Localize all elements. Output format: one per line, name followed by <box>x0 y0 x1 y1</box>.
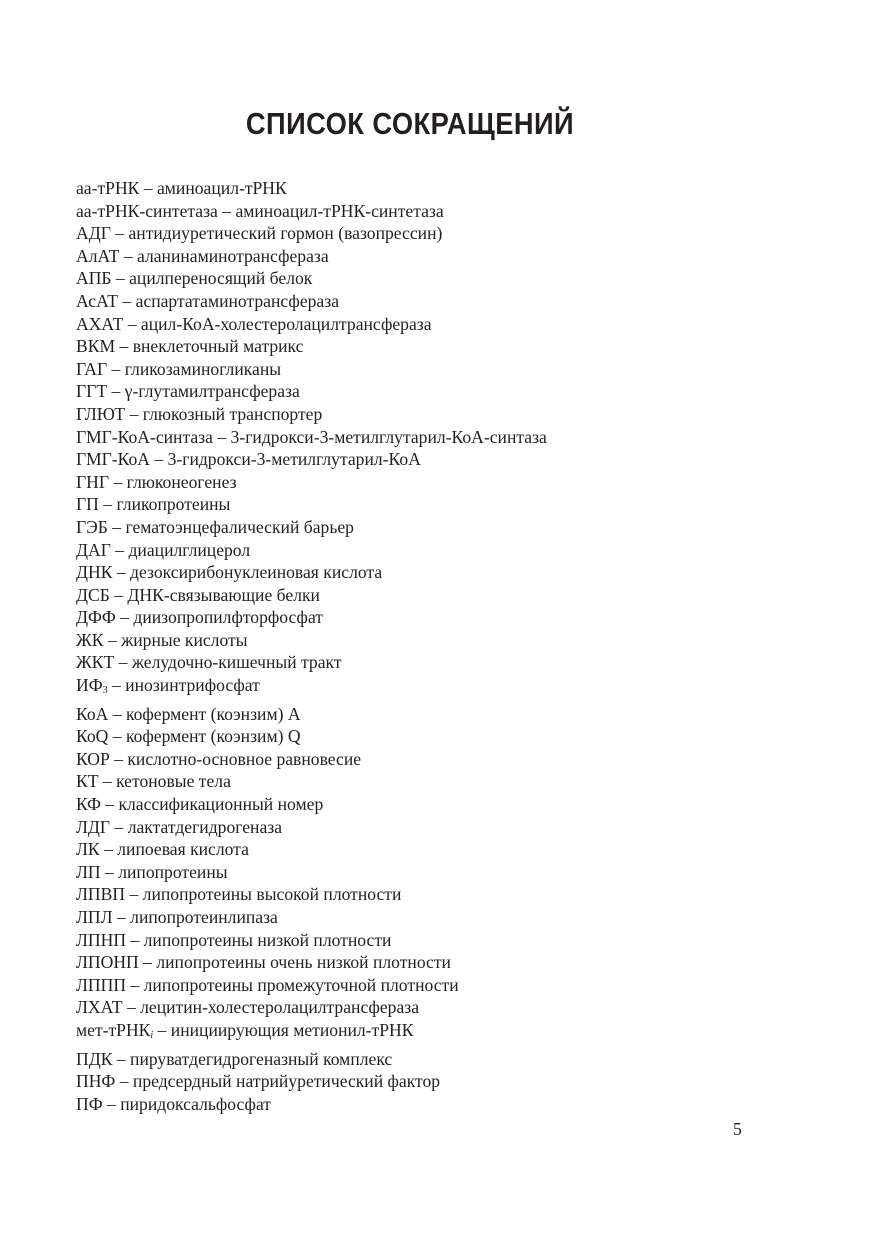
abbreviation-item: АсАТ – аспартатаминотрансфераза <box>76 290 340 311</box>
abbreviation-item: АлАТ – аланинаминотрансфераза <box>76 245 329 266</box>
abbreviation-item: АДГ – антидиуретический гормон (вазопрессин) <box>76 223 443 244</box>
abbreviation-item: КФ – классификационный номер <box>76 794 324 815</box>
abbreviation-item: ПНФ – предсердный натрийуретический фактор <box>76 1071 441 1092</box>
page-title: СПИСОК СОКРАЩЕНИЙ <box>245 106 575 141</box>
abbreviation-item: ЛХАТ – лецитин-холестеролацилтрансфераза <box>76 997 420 1018</box>
abbreviation-item: ЛПВП – липопротеины высокой плотности <box>76 884 402 905</box>
abbreviation-item: ПФ – пиридоксальфосфат <box>76 1093 271 1114</box>
abbreviation-item: КоQ – кофермент (коэнзим) Q <box>76 726 301 747</box>
abbreviation-item: ДАГ – диацилглицерол <box>76 539 251 560</box>
page-number: 5 <box>733 1119 742 1139</box>
abbreviation-item: ЛПОНП – липопротеины очень низкой плотности <box>76 952 451 973</box>
abbreviation-item: ЖК – жирные кислоты <box>76 629 248 650</box>
abbreviation-item: ДФФ – диизопропилфторфосфат <box>76 607 323 628</box>
abbreviation-term: ИФ <box>76 675 103 696</box>
abbreviation-item: ЛППП – липопротеины промежуточной плотности <box>76 974 459 995</box>
abbreviation-item: АХАТ – ацил-КоА-холестеролацилтрансфераза <box>76 313 432 334</box>
abbreviation-subscript: 3 <box>102 685 108 697</box>
abbreviation-item: АПБ – ацилпереносящий белок <box>76 268 313 289</box>
abbreviation-item: ПДК – пируватдегидрогеназный комплекс <box>76 1048 393 1069</box>
abbreviation-item: ДСБ – ДНК-связывающие белки <box>76 584 320 605</box>
abbreviation-item: ГМГ-КоА – 3-гидрокси-3-метилглутарил-КоА <box>76 449 421 470</box>
abbreviation-item: ГП – гликопротеины <box>76 494 231 515</box>
abbreviation-item: ЛК – липоевая кислота <box>76 839 249 860</box>
abbreviation-item: ГМГ-КоА-синтаза – 3-гидрокси-3-метилглутарил-КоА-синтаза <box>76 426 547 447</box>
abbreviation-definition: – инициирующия метионил-тРНК <box>153 1019 414 1040</box>
abbreviation-item: ВКМ – внеклеточный матрикс <box>76 336 304 357</box>
abbreviation-item: аа-тРНК-синтетаза – аминоацил-тРНК-синтетаза <box>76 200 444 221</box>
abbreviation-item: ЛП – липопротеины <box>76 861 228 882</box>
abbreviation-term: мет-тРНК <box>76 1019 151 1040</box>
abbreviation-definition: – инозинтрифосфат <box>107 675 260 696</box>
abbreviation-list <box>76 177 547 1115</box>
abbreviation-subscript: i <box>150 1029 154 1041</box>
abbreviation-item: ГГТ – γ-глутамилтрансфераза <box>76 381 300 402</box>
abbreviation-item: ЛПЛ – липопротеинлипаза <box>76 907 278 927</box>
abbreviation-item: КоА – кофермент (коэнзим) А <box>76 703 301 724</box>
abbreviation-item: ЖКТ – желудочно-кишечный тракт <box>76 652 342 673</box>
abbreviation-item: ГЭБ – гематоэнцефалический барьер <box>76 516 354 537</box>
abbreviation-item: ЛДГ – лактатдегидрогеназа <box>76 816 283 837</box>
abbreviation-item: ГНГ – глюконеогенез <box>76 471 237 492</box>
abbreviation-item: аа-тРНК – аминоацил-тРНК <box>76 178 287 198</box>
abbreviation-item <box>76 1019 547 1048</box>
abbreviation-item: ГАГ – гликозаминогликаны <box>76 358 282 379</box>
abbreviation-item <box>76 674 547 703</box>
abbreviation-item: ДНК – дезоксирибонуклеиновая кислота <box>76 562 383 583</box>
abbreviation-item: ЛПНП – липопротеины низкой плотности <box>76 929 392 950</box>
abbreviation-item: ГЛЮТ – глюкозный транспортер <box>76 403 323 424</box>
abbreviation-item: КТ – кетоновые тела <box>76 771 231 792</box>
abbreviation-item: КОР – кислотно-основное равновесие <box>76 748 362 769</box>
